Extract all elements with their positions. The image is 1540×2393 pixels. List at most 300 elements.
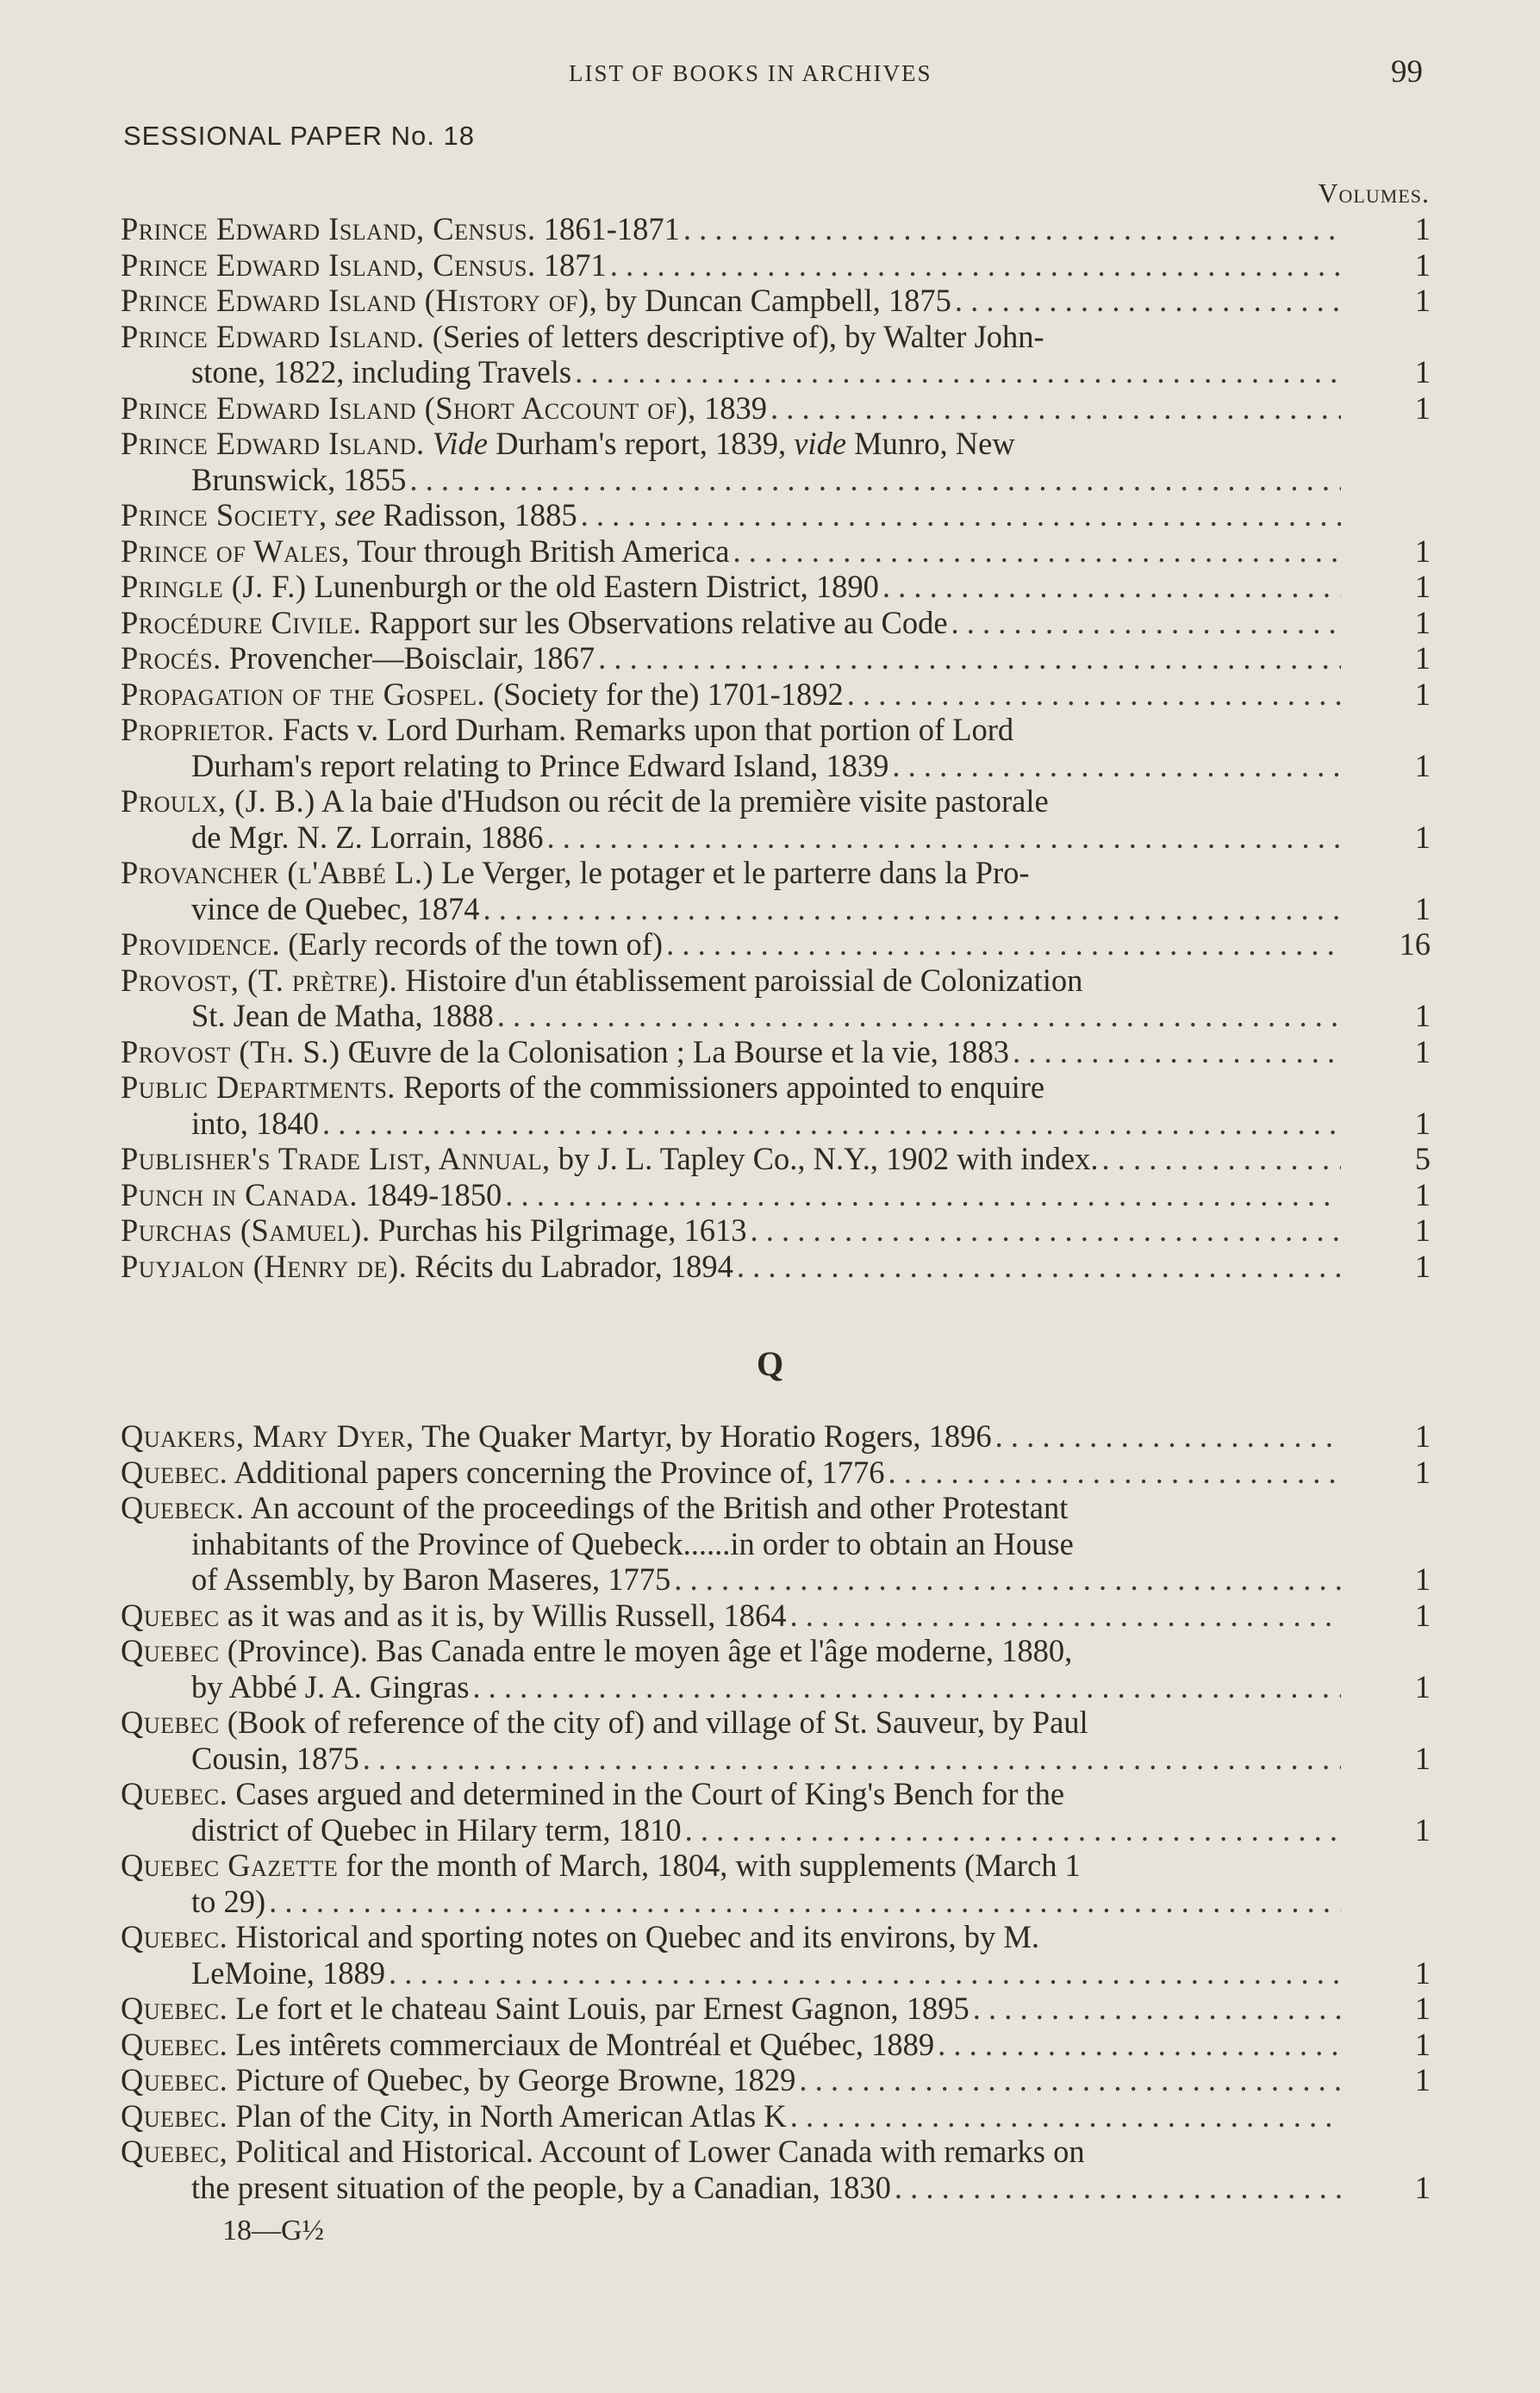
entry-text [121,1919,1039,1954]
entry-line [121,283,1431,319]
entry-description: the present situation of the people, by a Canadian, 1830 [191,2169,891,2205]
entry-text [121,1034,1009,1070]
volume-count: 5 [1414,1141,1431,1176]
entry-description: Lunenburgh or the old Eastern District, 1890 [306,569,879,604]
entry-heading: Propagation of the Gospel. [121,676,486,712]
leader-dots [544,819,1341,856]
entry-heading: Prince Edward Island. [121,426,425,461]
volume-count: 1 [1414,1105,1431,1141]
entry-text [121,390,767,427]
entry-text [121,2027,934,2063]
entry-heading: Quakers, Mary Dyer, [121,1418,415,1454]
entry-description: Les intêrets commerciaux de Montréal et Québec, 1889 [228,2026,935,2062]
entry-description: Tour through British America [349,533,730,569]
entry-description: 1871 [535,246,607,283]
entry-text [121,319,1044,354]
entry-description: (Society for the) 1701-1892 [485,676,844,712]
entry-heading: Quebec [121,1597,220,1633]
entry-text [121,605,948,641]
entry-text [121,1249,733,1285]
entry-line [121,1141,1431,1177]
catalog-entry [121,1848,1431,1919]
entry-line [121,1812,1431,1848]
entry-heading: Prince Edward Island, Census. [121,211,536,246]
entry-line [121,1955,1431,1991]
entry-description: Rapport sur les Observations relative au Code [361,604,948,640]
entry-line [121,569,1431,605]
entry-text [191,1741,359,1777]
catalog-entry [121,963,1431,1034]
entry-line [121,497,1431,533]
entry-line [121,855,1431,891]
entry-line [121,1249,1431,1285]
entry-heading: Prince of Wales, [121,533,350,569]
entry-description: inhabitants of the Province of Quebeck......in order to obtain an House [191,1525,1074,1561]
printer-signature: 18—G½ [222,2215,325,2247]
volume-count: 1 [1414,676,1431,712]
entry-text [121,211,680,247]
entry-description: Historical and sporting notes on Quebec and its environs, by M. [228,1919,1039,1954]
entry-description: Vide Durham's report, 1839, vide Munro, New [432,426,1015,461]
volume-count: 1 [1414,211,1431,246]
leader-dots [787,1598,1342,1634]
entry-heading: Procés. [121,640,221,676]
entry-line [121,2098,1431,2134]
catalog-entry [121,390,1431,427]
entry-text [191,1955,385,1991]
catalog-entry [121,426,1431,497]
entry-description: 1849-1850 [358,1176,502,1212]
entry-description: Récits du Labrador, 1894 [407,1248,733,1284]
catalog-entry [121,1141,1431,1177]
leader-dots [992,1418,1341,1455]
running-head: LIST OF BOOKS IN ARCHIVES [569,60,932,86]
entry-line [121,963,1431,999]
entry-description: (Province). Bas Canada entre le moyen âge et l'âge moderne, 1880, [219,1633,1073,1668]
entry-text [121,1598,787,1634]
catalog-entry [121,1633,1431,1704]
volume-count: 1 [1414,890,1431,926]
entry-text [121,1776,1064,1811]
entry-description: Reports of the commissioners appointed to enquire [395,1069,1045,1105]
catalog-entry [121,2062,1431,2098]
leader-dots [891,2170,1341,2206]
volume-count: 1 [1414,1668,1431,1704]
catalog-entry [121,1991,1431,2027]
leader-dots [767,390,1341,427]
entry-text [121,2134,1085,2169]
entry-description: into, 1840 [191,1105,320,1141]
entry-description: vince de Quebec, 1874 [191,890,480,926]
entry-line [121,1526,1431,1562]
entry-description: An account of the proceedings of the British and other Protestant [244,1490,1069,1525]
entry-text [121,1848,1081,1883]
entry-text [121,283,951,319]
entry-line [121,1633,1431,1669]
entry-text [191,1884,265,1920]
leader-dots [595,640,1341,676]
entry-line [121,1561,1431,1598]
entry-text [121,1069,1044,1105]
leader-dots [1098,1141,1341,1177]
leader-dots [888,748,1341,784]
entry-description: Histoire d'un établissement paroissial de Colonization [397,962,1083,998]
entry-description: Political and Historical. Account of Lower Canada with remarks on [228,2134,1085,2169]
section-letter-q: Q [757,1344,784,1383]
entry-heading: Providence. [121,926,281,962]
entry-description: 1861-1871 [535,211,680,246]
entry-description: Durham's report relating to Prince Edward Island, 1839 [191,747,889,783]
entry-description: for the month of March, 1804, with supplements (March 1 [338,1848,1081,1883]
catalog-entry [121,211,1431,247]
catalog-entry [121,783,1431,855]
entry-heading: Puyjalon (Henry de). [121,1248,408,1284]
leader-dots [571,354,1341,390]
leader-dots [319,1106,1341,1142]
entry-heading: Quebeck. [121,1490,245,1525]
entry-text [121,712,1013,747]
volume-count: 1 [1414,1954,1431,1991]
entry-description: see Radisson, 1885 [334,497,577,533]
leader-dots [795,2062,1341,2098]
entry-line [121,640,1431,676]
catalog-entry [121,1177,1431,1213]
entry-text [191,2170,891,2206]
entry-description: St. Jean de Matha, 1888 [191,998,494,1033]
entry-text [121,1704,1088,1740]
entry-line [121,1490,1431,1526]
entry-line [121,1848,1431,1884]
entry-line [121,1455,1431,1491]
entry-text [121,926,663,963]
leader-dots [406,462,1341,498]
entry-line [121,1177,1431,1213]
entry-description: stone, 1822, including Travels [191,354,572,389]
catalog-entry [121,1212,1431,1249]
entry-description: Œuvre de la Colonisation ; La Bourse et la vie, 1883 [340,1033,1009,1069]
sessional-paper-label: SESSIONAL PAPER No. 18 [123,121,475,151]
catalog-entry [121,569,1431,605]
entry-line [121,390,1431,427]
entry-heading: Provost, (T. prètre). [121,962,398,998]
catalog-entry [121,1704,1431,1776]
catalog-entry [121,1776,1431,1848]
volume-count: 1 [1414,604,1431,640]
entry-heading: Quebec [121,1633,220,1668]
entry-heading: Publisher's Trade List, Annual, [121,1141,551,1176]
entry-heading: Prince Edward Island (Short Account of), [121,389,696,426]
volume-count: 1 [1414,819,1431,855]
entry-line [121,819,1431,856]
entry-line [121,891,1431,927]
leader-dots [1009,1034,1341,1070]
entry-description: de Mgr. N. Z. Lorrain, 1886 [191,819,544,855]
entry-heading: Proulx, (J. B.) [121,783,315,819]
entry-heading: Prince Edward Island (History of), [121,283,598,318]
entry-heading: Quebec. [121,1919,228,1954]
entry-description: Le fort et le chateau Saint Louis, par Ernest Gagnon, 1895 [228,1991,970,2026]
entry-line [121,1669,1431,1705]
entry-line [121,354,1431,390]
entry-description: (Early records of the town of) [280,926,664,962]
volume-count: 1 [1414,998,1431,1033]
volume-count: 1 [1414,747,1431,783]
leader-dots [682,1812,1341,1848]
entry-heading: Quebec [121,1704,220,1740]
entry-text [121,1177,502,1213]
entry-text [121,1490,1068,1525]
catalog-entry [121,605,1431,641]
entry-text [191,891,479,927]
volume-count: 1 [1414,1176,1431,1212]
entry-description: district of Quebec in Hilary term, 1810 [191,1811,682,1848]
entry-heading: Provancher (l'Abbé L.) [121,855,434,890]
entry-heading: Provost (Th. S.) [121,1033,340,1069]
volume-count: 1 [1414,354,1431,389]
entry-line [121,2134,1431,2170]
page-number: 99 [1391,54,1423,90]
entry-heading: Quebec. [121,2026,228,2062]
entry-description: Additional papers concerning the Province of, 1776 [228,1454,885,1490]
catalog-entry [121,1418,1431,1455]
entry-description: by Duncan Campbell, 1875 [597,283,951,318]
entry-text [191,1526,1074,1561]
entry-heading: Quebec. [121,1454,228,1490]
catalog-entry [121,2134,1431,2205]
entry-line [121,1598,1431,1634]
catalog-entry [121,926,1431,963]
entry-text [121,426,1015,461]
volume-count: 1 [1414,1991,1431,2026]
entry-line [121,1741,1431,1777]
leader-dots [469,1669,1341,1705]
entry-description: by J. L. Tapley Co., N.Y., 1902 with index. [550,1141,1099,1176]
leader-dots [680,211,1341,247]
entry-line [121,1069,1431,1106]
leader-dots [844,676,1341,713]
entry-description: Le Verger, le potager et le parterre dans la Pro- [433,855,1030,890]
entry-description: Cousin, 1875 [191,1740,359,1776]
entry-description: Brunswick, 1855 [191,461,407,497]
entry-text [191,1561,670,1598]
entry-text [191,354,571,390]
entry-description: by Abbé J. A. Gingras [191,1668,470,1704]
volume-count: 1 [1414,389,1431,426]
catalog-entry [121,1034,1431,1070]
volumes-column-heading: Volumes. [1318,178,1430,209]
catalog-entry [121,1249,1431,1285]
entry-line [121,1919,1431,1955]
leader-dots [879,569,1341,605]
leader-dots [747,1212,1341,1249]
entry-heading: Quebec. [121,2097,228,2134]
entry-text [121,1633,1072,1668]
entry-description: LeMoine, 1889 [191,1954,386,1991]
entry-line [121,712,1431,748]
entry-text [191,998,494,1034]
volume-count: 1 [1414,2062,1431,2097]
entry-description: Purchas his Pilgrimage, 1613 [370,1212,747,1248]
leader-dots [265,1884,1341,1920]
entry-text [121,2062,795,2098]
entry-line [121,676,1431,713]
leader-dots [970,1991,1341,2027]
entry-line [121,426,1431,462]
entry-description: Provencher—Boisclair, 1867 [221,640,595,676]
leader-dots [494,998,1341,1034]
entry-line [121,462,1431,498]
entry-heading: Quebec. [121,2062,228,2097]
leader-dots [385,1955,1341,1991]
leader-dots [951,283,1341,319]
entry-heading: Public Departments. [121,1069,396,1105]
volume-count: 1 [1414,1418,1431,1454]
entry-line [121,1991,1431,2027]
entry-description: Cases argued and determined in the Court of King's Bench for the [228,1776,1065,1811]
entry-text [121,1212,747,1249]
volume-count: 1 [1414,533,1431,569]
entry-line [121,1884,1431,1920]
leader-dots [730,533,1341,570]
entries-list-p [121,211,1431,1284]
entry-text [121,1141,1098,1177]
catalog-entry [121,640,1431,676]
entry-line [121,1704,1431,1741]
catalog-entry [121,2098,1431,2134]
entry-line [121,2062,1431,2098]
entry-heading: Quebec. [121,1776,228,1811]
leader-dots [577,497,1341,533]
entry-line [121,783,1431,819]
volume-count: 1 [1414,1811,1431,1848]
entry-line [121,1034,1431,1070]
volume-count: 1 [1414,283,1431,318]
leader-dots [934,2027,1341,2063]
volume-count: 1 [1414,2169,1431,2205]
catalog-entry [121,283,1431,319]
entry-description: 1839 [695,389,767,426]
catalog-entry [121,247,1431,284]
entry-text [191,1669,469,1705]
entry-text [121,963,1082,998]
volume-count: 1 [1414,246,1431,283]
entry-heading: Quebec. [121,1991,228,2026]
entry-description: (Series of letters descriptive of), by Walter John- [424,318,1044,354]
entry-text [121,1418,992,1455]
entry-heading: Prince Society, [121,497,327,533]
entry-text [191,1106,319,1142]
entry-description: Facts v. Lord Durham. Remarks upon that portion of Lord [274,712,1014,747]
volume-count: 1 [1414,2026,1431,2062]
entry-text [121,1991,970,2027]
leader-dots [733,1249,1341,1285]
entries-list-q [121,1418,1431,2205]
catalog-entry [121,533,1431,570]
entry-line [121,533,1431,570]
entry-line [121,1212,1431,1249]
catalog-entry [121,712,1431,783]
entry-heading: Prince Edward Island. [121,318,425,354]
entry-text [121,640,595,676]
entry-line [121,319,1431,355]
entry-line [121,1418,1431,1455]
entry-line [121,748,1431,784]
leader-dots [663,926,1341,963]
leader-dots [359,1741,1341,1777]
volume-count: 1 [1414,569,1431,604]
leader-dots [884,1455,1341,1491]
entry-heading: Quebec, [121,2134,228,2169]
entry-text [121,247,607,284]
entry-text [191,748,888,784]
entry-description: as it was and as it is, by Willis Russell, 1864 [219,1597,787,1633]
leader-dots [948,605,1341,641]
catalog-entry [121,1490,1431,1598]
entry-heading: Prince Edward Island, Census. [121,246,536,283]
catalog-entry [121,676,1431,713]
catalog-entry [121,855,1431,926]
entry-text [121,497,577,533]
entry-text [121,533,730,570]
entry-heading: Pringle (J. F.) [121,569,307,604]
entry-heading: Procédure Civile. [121,604,362,640]
catalog-entry [121,2027,1431,2063]
catalog-entry [121,319,1431,390]
volume-count: 1 [1414,1248,1431,1284]
volume-count: 1 [1414,1740,1431,1776]
volume-count: 1 [1414,1212,1431,1248]
catalog-entry [121,1455,1431,1491]
volume-count: 16 [1399,926,1431,962]
entry-line [121,211,1431,247]
leader-dots [607,247,1341,284]
catalog-entry [121,497,1431,533]
leader-dots [670,1561,1341,1598]
entry-description: A la baie d'Hudson ou récit de la première visite pastorale [315,783,1049,819]
entry-heading: Punch in Canada. [121,1176,359,1212]
entry-description: of Assembly, by Baron Maseres, 1775 [191,1561,671,1597]
catalog-entry [121,1069,1431,1141]
entry-text [191,462,406,498]
entry-line [121,2027,1431,2063]
entry-line [121,926,1431,963]
entry-text [121,1455,884,1491]
entry-text [191,1812,682,1848]
entry-heading: Purchas (Samuel). [121,1212,371,1248]
entry-line [121,1776,1431,1812]
entry-line [121,247,1431,284]
entry-heading: Quebec Gazette [121,1848,339,1883]
entry-text [121,676,844,713]
leader-dots [787,2098,1341,2134]
catalog-entry [121,1919,1431,1991]
entry-text [121,783,1049,819]
entry-line [121,2170,1431,2206]
entry-line [121,998,1431,1034]
volume-count: 1 [1414,1454,1431,1490]
entry-text [191,819,544,856]
catalog-entry [121,1598,1431,1634]
volume-count: 1 [1414,1561,1431,1597]
entry-description: The Quaker Martyr, by Horatio Rogers, 1896 [414,1418,992,1454]
leader-dots [479,891,1341,927]
leader-dots [502,1177,1341,1213]
entry-text [121,2098,787,2134]
volume-count: 1 [1414,640,1431,676]
entry-description: Picture of Quebec, by George Browne, 1829 [228,2062,796,2097]
entry-description: (Book of reference of the city of) and village of St. Sauveur, by Paul [219,1704,1088,1740]
entry-heading: Proprietor. [121,712,275,747]
